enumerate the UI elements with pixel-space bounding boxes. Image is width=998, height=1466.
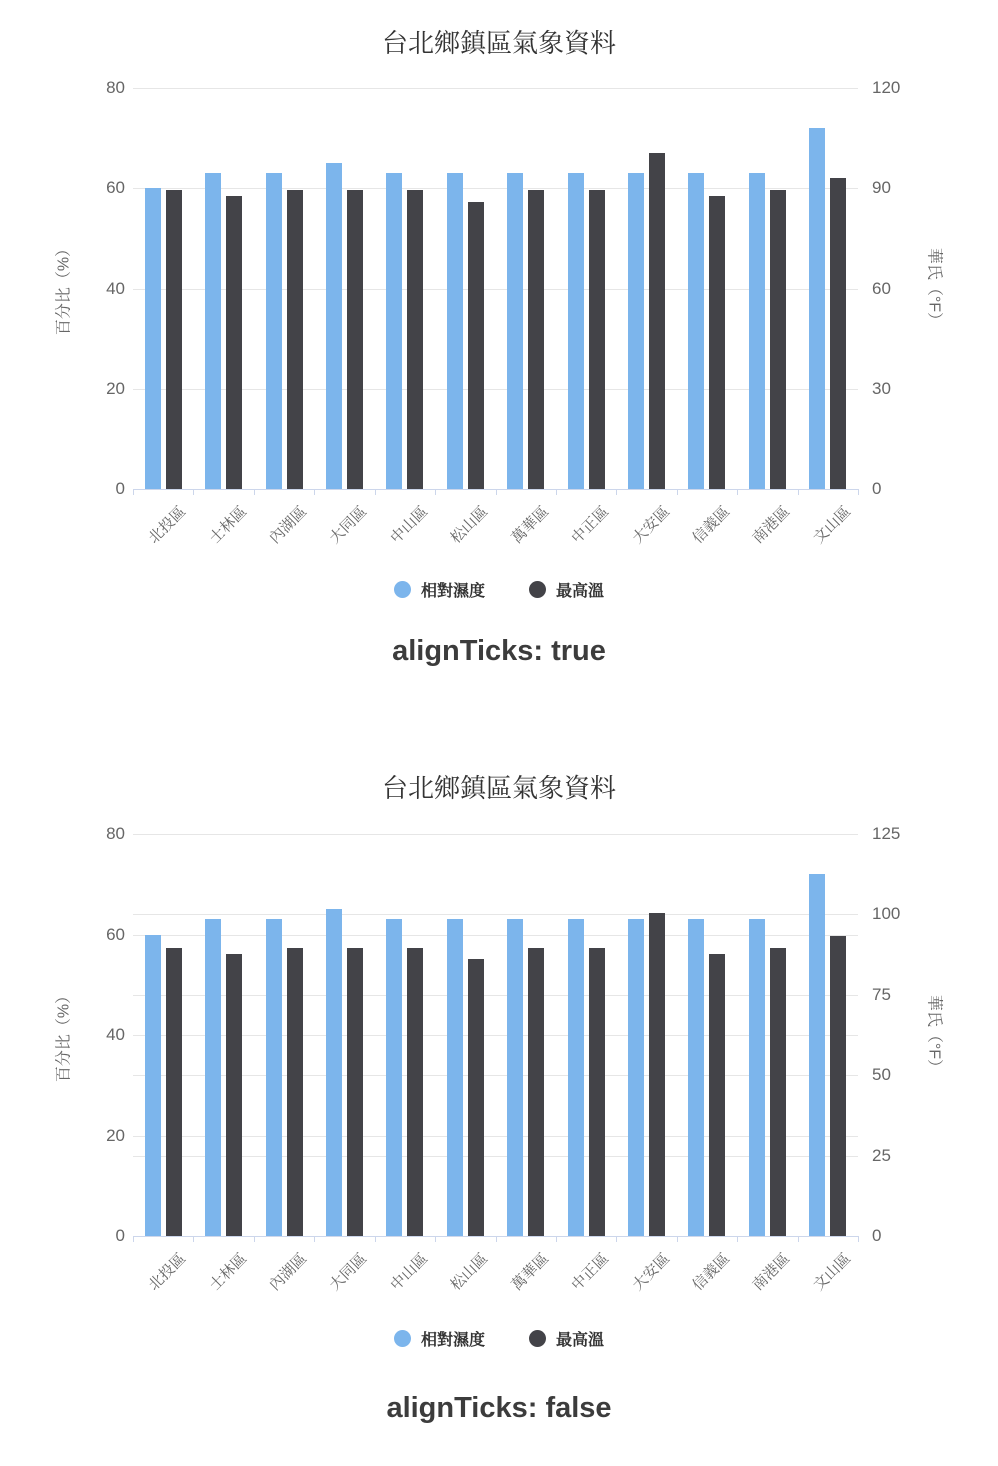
x-axis-tick-mark (254, 489, 255, 495)
x-axis-category-label: 南港區 (749, 1250, 794, 1294)
legend-label: 最高溫 (556, 583, 605, 600)
legend-label: 相對濕度 (420, 1332, 485, 1349)
x-axis-category-label: 大安區 (629, 1250, 674, 1294)
x-axis-category-label: 松山區 (447, 1250, 492, 1294)
bar-max-temp-北投區[interactable] (166, 948, 182, 1236)
bar-humidity-萬華區[interactable] (507, 173, 523, 489)
x-axis-tick-mark (496, 1236, 497, 1242)
bar-max-temp-松山區[interactable] (468, 959, 484, 1236)
bar-humidity-南港區[interactable] (749, 173, 765, 489)
x-axis-category-label: 士林區 (206, 1250, 251, 1294)
x-axis-category-label: 大安區 (629, 503, 674, 547)
legend-label: 相對濕度 (420, 583, 485, 600)
x-axis-tick-mark (677, 489, 678, 495)
x-axis-category-label: 士林區 (206, 503, 251, 547)
right-axis-tick-label: 0 (872, 479, 882, 498)
left-axis-tick-label: 0 (115, 1226, 125, 1245)
bar-max-temp-萬華區[interactable] (528, 948, 544, 1236)
x-axis-tick-mark (798, 489, 799, 495)
x-axis-category-label: 萬華區 (508, 503, 553, 547)
bar-humidity-南港區[interactable] (749, 919, 765, 1236)
x-axis-tick-mark (737, 489, 738, 495)
bar-max-temp-大安區[interactable] (649, 913, 665, 1236)
bar-humidity-大安區[interactable] (628, 173, 644, 489)
left-axis-tick-label: 20 (106, 1125, 125, 1145)
x-axis-category-label: 中正區 (568, 1250, 613, 1294)
bar-humidity-信義區[interactable] (688, 919, 704, 1236)
right-axis-tick-label: 25 (872, 1145, 891, 1165)
x-axis-category-label: 中山區 (387, 1250, 432, 1294)
x-axis-tick-mark (314, 1236, 315, 1242)
x-axis-tick-mark (193, 489, 194, 495)
bar-max-temp-中正區[interactable] (589, 948, 605, 1236)
legend-item-humidity[interactable] (394, 578, 485, 601)
right-axis-tick-label: 30 (872, 378, 891, 398)
right-axis-tick-label: 120 (872, 78, 901, 97)
bar-max-temp-松山區[interactable] (468, 202, 484, 489)
bar-humidity-大同區[interactable] (326, 163, 342, 489)
humidity-legend-dot-icon (394, 581, 411, 598)
x-axis-tick-mark (858, 489, 859, 495)
bar-max-temp-南港區[interactable] (770, 948, 786, 1236)
left-axis-tick-label: 0 (115, 479, 125, 498)
bar-max-temp-內湖區[interactable] (287, 190, 303, 489)
right-axis-title: 華氏（°F） (925, 994, 943, 1076)
bar-humidity-中山區[interactable] (386, 919, 402, 1236)
bar-humidity-信義區[interactable] (688, 173, 704, 489)
bar-humidity-文山區[interactable] (809, 874, 825, 1236)
right-axis-tick-label: 0 (872, 1226, 882, 1245)
bar-max-temp-萬華區[interactable] (528, 190, 544, 489)
gridline (133, 88, 858, 89)
x-axis-tick-mark (375, 1236, 376, 1242)
bar-humidity-內湖區[interactable] (266, 919, 282, 1236)
bar-humidity-大安區[interactable] (628, 919, 644, 1236)
left-axis-tick-label: 40 (106, 278, 125, 298)
plot-area (106, 824, 901, 1294)
x-axis-tick-mark (616, 1236, 617, 1242)
x-axis-tick-mark (375, 489, 376, 495)
x-axis-category-label: 信義區 (689, 1250, 734, 1294)
x-axis-tick-mark (254, 1236, 255, 1242)
bar-max-temp-信義區[interactable] (709, 196, 725, 489)
bar-max-temp-大同區[interactable] (347, 190, 363, 489)
x-axis-tick-mark (435, 489, 436, 495)
bar-max-temp-士林區[interactable] (226, 196, 242, 489)
bar-humidity-萬華區[interactable] (507, 919, 523, 1236)
x-axis-category-label: 北投區 (145, 1250, 190, 1294)
legend-label: 最高溫 (556, 1332, 605, 1349)
bar-max-temp-內湖區[interactable] (287, 948, 303, 1236)
x-axis-tick-mark (737, 1236, 738, 1242)
x-axis-category-label: 中山區 (387, 503, 432, 547)
bar-max-temp-大安區[interactable] (649, 153, 665, 489)
x-axis-tick-mark (193, 1236, 194, 1242)
bar-humidity-松山區[interactable] (447, 173, 463, 489)
bar-humidity-北投區[interactable] (145, 188, 161, 489)
legend (0, 1327, 998, 1350)
x-axis-tick-mark (798, 1236, 799, 1242)
chart-title: 台北鄉鎮區氣象資料 (381, 28, 616, 58)
right-axis-tick-label: 100 (872, 904, 901, 924)
left-axis-tick-label: 20 (106, 378, 125, 398)
bar-max-temp-士林區[interactable] (226, 954, 242, 1236)
x-axis-tick-mark (133, 1236, 134, 1242)
left-axis-tick-label: 40 (106, 1025, 125, 1044)
bar-humidity-中正區[interactable] (568, 919, 584, 1236)
chart-align-ticks-false (0, 700, 998, 1466)
bar-max-temp-大同區[interactable] (347, 948, 363, 1236)
right-axis-tick-label: 50 (872, 1065, 891, 1085)
x-axis-tick-mark (556, 1236, 557, 1242)
bar-humidity-大同區[interactable] (326, 909, 342, 1236)
left-axis-tick-label: 60 (106, 178, 125, 198)
right-axis-tick-label: 125 (872, 824, 901, 843)
legend (0, 578, 998, 601)
x-axis-category-label: 大同區 (326, 503, 371, 547)
bar-humidity-松山區[interactable] (447, 919, 463, 1236)
plot-area (106, 78, 901, 547)
x-axis-category-label: 萬華區 (508, 1250, 553, 1294)
bar-humidity-中山區[interactable] (386, 173, 402, 489)
bar-humidity-士林區[interactable] (205, 173, 221, 489)
caption-align-ticks: alignTicks: true (392, 635, 606, 667)
chart-title: 台北鄉鎮區氣象資料 (381, 773, 616, 803)
bar-max-temp-文山區[interactable] (830, 178, 846, 489)
left-axis-tick-label: 60 (106, 924, 125, 944)
x-axis-category-label: 中正區 (568, 503, 613, 547)
x-axis-tick-mark (496, 489, 497, 495)
x-axis-tick-mark (677, 1236, 678, 1242)
right-axis-tick-label: 90 (872, 178, 891, 198)
bar-max-temp-南港區[interactable] (770, 190, 786, 489)
left-axis-tick-label: 80 (106, 78, 125, 97)
right-axis-tick-label: 75 (872, 984, 891, 1004)
x-axis-tick-mark (616, 489, 617, 495)
legend-item-max-temp[interactable] (529, 578, 604, 601)
legend-item-max-temp[interactable] (529, 1327, 604, 1350)
x-axis-category-label: 文山區 (810, 503, 855, 547)
gridline (133, 914, 858, 915)
x-axis-category-label: 松山區 (447, 503, 492, 547)
bar-humidity-士林區[interactable] (205, 919, 221, 1236)
caption-align-ticks: alignTicks: false (386, 1392, 612, 1424)
bar-max-temp-信義區[interactable] (709, 954, 725, 1236)
bar-max-temp-北投區[interactable] (166, 190, 182, 489)
x-axis-category-label: 信義區 (689, 503, 734, 547)
gridline (133, 834, 858, 835)
x-axis-tick-mark (556, 489, 557, 495)
left-axis-title: 百分比（%） (55, 240, 73, 336)
left-axis-title: 百分比（%） (55, 987, 73, 1083)
max-temp-legend-dot-icon (529, 1330, 546, 1347)
x-axis-tick-mark (133, 489, 134, 495)
bar-humidity-中正區[interactable] (568, 173, 584, 489)
x-axis-category-label: 南港區 (749, 503, 794, 547)
bar-max-temp-文山區[interactable] (830, 936, 846, 1236)
x-axis-tick-mark (858, 1236, 859, 1242)
chart-align-ticks-true (0, 0, 998, 700)
bar-max-temp-中山區[interactable] (407, 190, 423, 489)
x-axis-category-label: 內湖區 (266, 1250, 311, 1294)
x-axis-category-label: 大同區 (326, 1250, 371, 1294)
x-axis-category-label: 文山區 (810, 1250, 855, 1294)
legend-item-humidity[interactable] (394, 1327, 485, 1350)
bar-humidity-北投區[interactable] (145, 935, 161, 1237)
bar-max-temp-中山區[interactable] (407, 948, 423, 1236)
left-axis-tick-label: 80 (106, 824, 125, 843)
x-axis-category-label: 北投區 (145, 503, 190, 547)
bar-max-temp-中正區[interactable] (589, 190, 605, 489)
right-axis-tick-label: 60 (872, 278, 891, 298)
bar-humidity-內湖區[interactable] (266, 173, 282, 489)
right-axis-title: 華氏（°F） (925, 247, 943, 329)
bar-humidity-文山區[interactable] (809, 128, 825, 489)
x-axis-tick-mark (314, 489, 315, 495)
max-temp-legend-dot-icon (529, 581, 546, 598)
x-axis-tick-mark (435, 1236, 436, 1242)
humidity-legend-dot-icon (394, 1330, 411, 1347)
x-axis-category-label: 內湖區 (266, 503, 311, 547)
